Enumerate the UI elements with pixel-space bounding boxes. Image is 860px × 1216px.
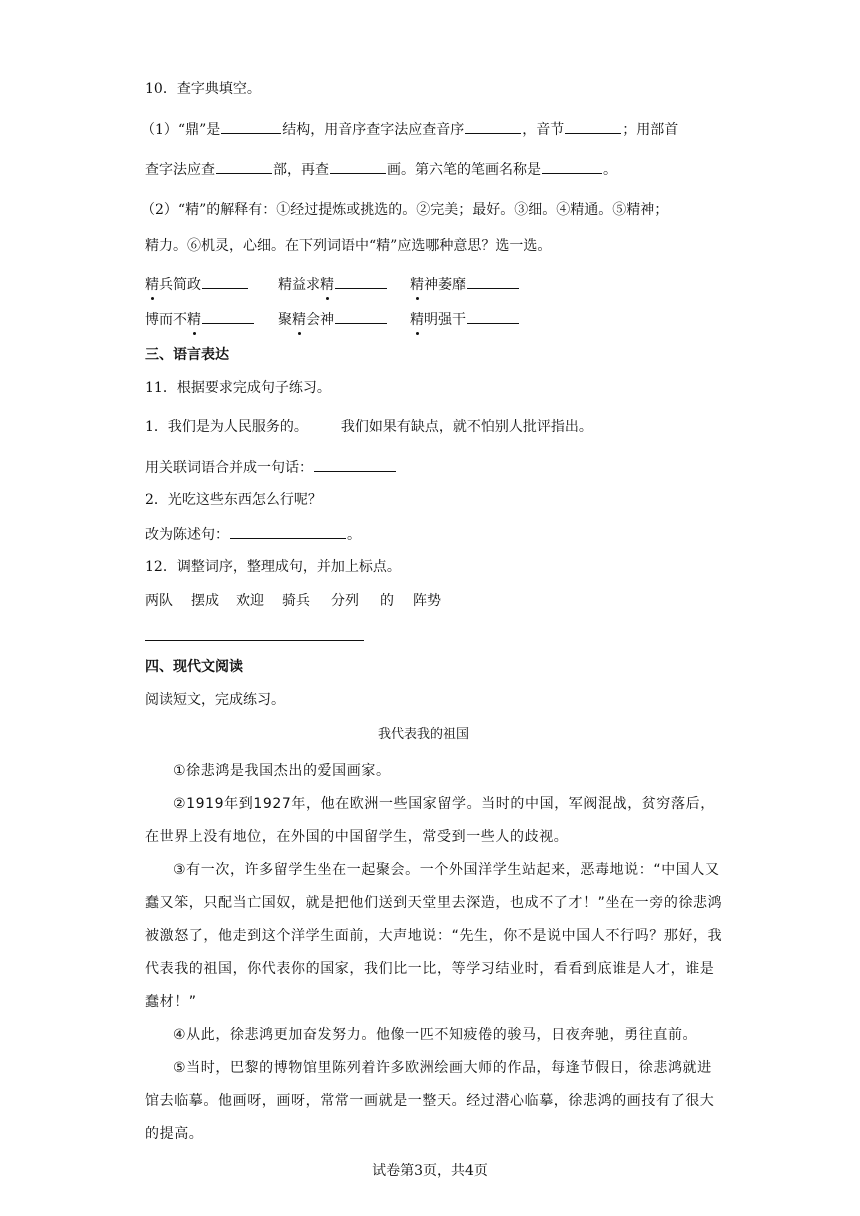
answer-blank[interactable] — [202, 309, 254, 324]
word-item: 精明强干 — [410, 309, 520, 330]
q11-instruction2: 改为陈述句： 。 — [145, 524, 361, 545]
q10-part1-line2 — [145, 159, 617, 180]
word-item: 精神萎靡 — [410, 274, 520, 295]
text: ；用部首 — [622, 122, 679, 138]
q11-title: 11．根据要求完成句子练习。 — [145, 380, 331, 396]
article-paragraph: ⑤当时，巴黎的博物馆里陈列着许多欧洲绘画大师的作品，每逢节假日，徐悲鸿就进馆去临摹。他画呀，画呀，常常一画就是一整天。经过潜心临摹，徐悲鸿的画技有了很大的提高。 — [145, 1060, 715, 1142]
page-footer: 试卷第3页，共4页 — [372, 1163, 488, 1179]
word-item: 博而不精 — [145, 309, 255, 330]
answer-blank[interactable] — [221, 119, 281, 134]
q10-title: 10．查字典填空。 — [145, 81, 261, 97]
answer-blank[interactable] — [335, 309, 387, 324]
q12-title: 12．调整词序，整理成句，并加上标点。 — [145, 559, 401, 575]
text: 部，再查 — [273, 162, 329, 178]
text: 查字法应查 — [145, 162, 215, 178]
answer-line[interactable] — [145, 640, 364, 641]
word: 摆成 — [191, 593, 219, 609]
answer-blank[interactable] — [314, 457, 396, 472]
q10-part2-line1: （2）“精”的解释有：①经过提炼或挑选的。②完美；最好。③细。④精通。⑤精神； — [141, 202, 669, 218]
answer-blank[interactable] — [467, 274, 519, 289]
answer-blank[interactable] — [335, 274, 387, 289]
q12-words — [145, 591, 465, 611]
text: （1）“鼎”是 — [141, 122, 221, 138]
article-title: 我代表我的祖国 — [378, 727, 470, 742]
word: 两队 — [145, 593, 173, 609]
q10-part2-line2: 精力。⑥机灵，心细。在下列词语中“精”应选哪种意思？选一选。 — [145, 238, 552, 254]
section-title: 四、现代文阅读 — [145, 659, 243, 675]
word-item: 聚精会神 — [278, 309, 388, 330]
article-paragraph: ④从此，徐悲鸿更加奋发努力。他像一匹不知疲倦的骏马，日夜奔驰，勇往直前。 — [173, 1027, 698, 1043]
answer-blank[interactable] — [467, 309, 519, 324]
word: 的 — [380, 593, 394, 609]
word-item: 精益求精 — [278, 274, 388, 295]
word: 分列 — [331, 593, 359, 609]
text: ，音节 — [522, 122, 565, 138]
word-item: 精兵简政 — [145, 274, 249, 295]
answer-blank[interactable] — [216, 159, 272, 174]
article-paragraph: ③有一次，许多留学生坐在一起聚会。一个外国洋学生站起来，恶毒地说：“中国人又蠢又笨，只配当亡国奴，就是把他们送到天堂里去深造，也成不了才！”坐在一旁的徐悲鸿被激怒了，他走到这个洋学生面前，大声地说：“先生，你不是说中国人不行吗？那好，我代表我的祖国，你代表你的国家，我们比一比，等学习结业时，看看到底谁是人才，谁是蠢材！” — [145, 862, 723, 1010]
word: 阵势 — [413, 593, 441, 609]
text: 。 — [603, 162, 617, 178]
word: 欢迎 — [236, 593, 264, 609]
text: 画。第六笔的笔画名称是 — [387, 162, 541, 178]
answer-blank[interactable] — [565, 119, 621, 134]
q11-instruction1: 用关联词语合并成一句话： — [145, 457, 397, 478]
answer-blank[interactable] — [230, 524, 346, 539]
text: 结构，用音序查字法应查音序 — [282, 122, 465, 138]
article-paragraph: ②1919年到1927年，他在欧洲一些国家留学。当时的中国，军阀混战，贫穷落后，在世界上没有地位，在外国的中国留学生，常受到一些人的歧视。 — [145, 796, 715, 845]
answer-blank[interactable] — [465, 119, 521, 134]
q11-sentence1: 1．我们是为人民服务的。 我们如果有缺点，就不怕别人批评指出。 — [145, 419, 593, 435]
word: 骑兵 — [282, 593, 310, 609]
answer-blank[interactable] — [542, 159, 602, 174]
answer-blank[interactable] — [202, 274, 248, 289]
q11-sentence2: 2．光吃这些东西怎么行呢？ — [145, 492, 322, 508]
answer-blank[interactable] — [330, 159, 386, 174]
article-paragraph: ①徐悲鸿是我国杰出的爱国画家。 — [173, 763, 391, 779]
reading-intro: 阅读短文，完成练习。 — [145, 692, 285, 708]
q10-part1-line1 — [141, 119, 678, 140]
section-title: 三、语言表达 — [145, 347, 229, 363]
